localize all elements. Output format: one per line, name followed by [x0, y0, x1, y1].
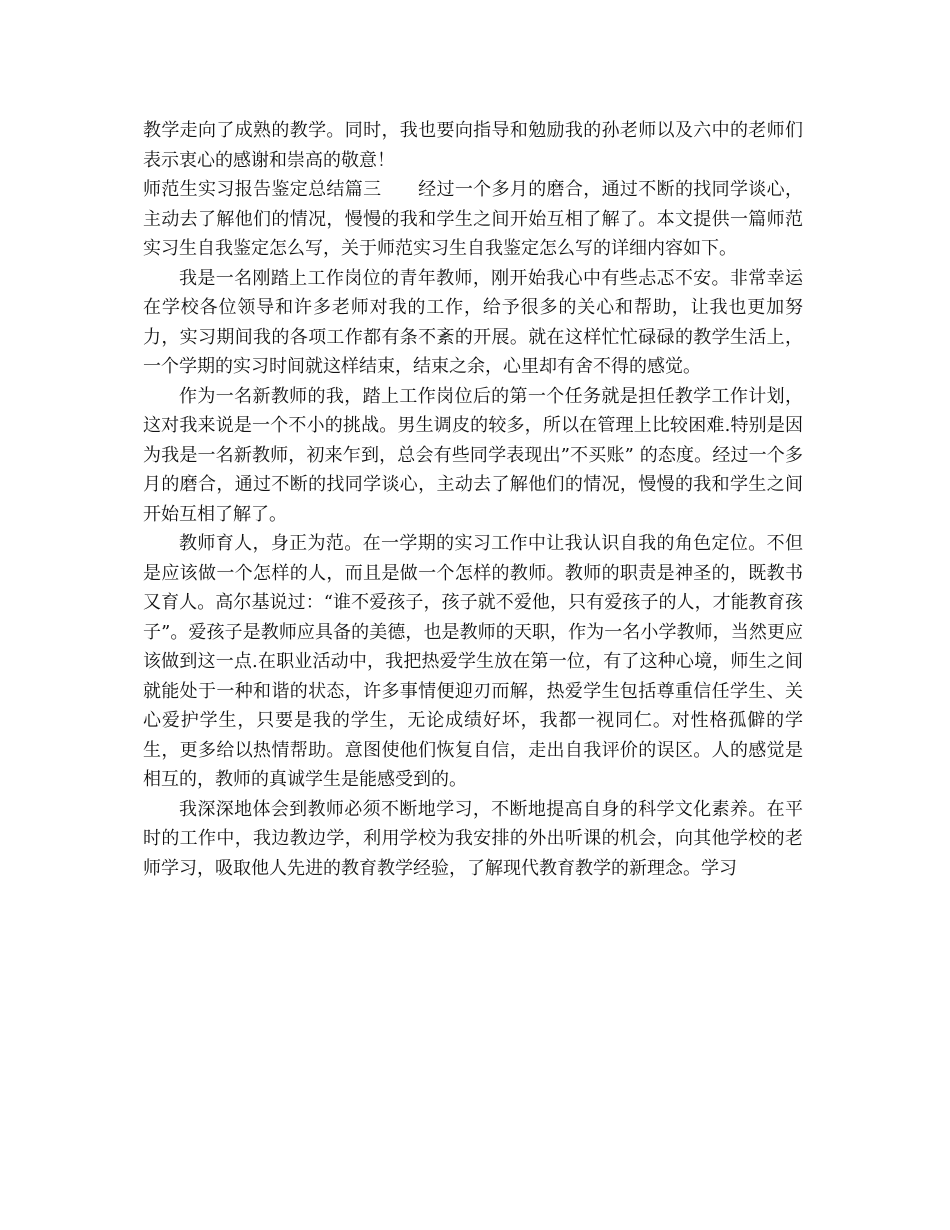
- paragraph-closing-thanks: 教学走向了成熟的教学。同时，我也要向指导和勉励我的孙老师以及六中的老师们表示衷心的感谢和崇高的敬意！: [143, 120, 803, 171]
- paragraph-first-task: 作为一名新教师的我，踏上工作岗位后的第一个任务就是担任教学工作计划，这对我来说是一个不小的挑战。男生调皮的较多，所以在管理上比较困难.特别是因为我是一名新教师，初来乍到，总会有些同学表现出”不买账” 的态度。经过一个多月的磨合，通过不断的找同学谈心，主动去了解他们的情况，慢慢的我和学生之间开始互相了解了。: [143, 385, 803, 525]
- paragraph-continuous-learning: 我深深地体会到教师必须不断地学习，不断地提高自身的科学文化素养。在平时的工作中，我边教边学，利用学校为我安排的外出听课的机会，向其他学校的老师学习，吸取他人先进的教育教学经验，了解现代教育教学的新理念。学习: [143, 798, 803, 879]
- document-body: [143, 116, 803, 883]
- paragraph-teacher-role: 教师育人，身正为范。在一学期的实习工作中让我认识自我的角色定位。不但是应该做一个怎样的人，而且是做一个怎样的教师。教师的职责是神圣的，既教书又育人。高尔基说过：“谁不爱孩子，孩子就不爱他，只有爱孩子的人，才能教育孩子”。爱孩子是教师应具备的美德，也是教师的天职，作为一名小学教师，当然更应该做到这一点.在职业活动中，我把热爱学生放在第一位，有了这种心境，师生之间就能处于一种和谐的状态，许多事情便迎刃而解，热爱学生包括尊重信任学生、关心爱护学生，只要是我的学生，无论成绩好坏，我都一视同仁。对性格孤僻的学生，更多给以热情帮助。意图使他们恢复自信，走出自我评价的误区。人的感觉是相互的，教师的真诚学生是能感受到的。: [143, 533, 803, 790]
- paragraph-new-teacher: 我是一名刚踏上工作岗位的青年教师，刚开始我心中有些忐忑不安。非常幸运在学校各位领导和许多老师对我的工作，给予很多的关心和帮助，让我也更加努力，实习期间我的各项工作都有条不紊的开展。就在这样忙忙碌碌的教学生活上，一个学期的实习时间就这样结束，结束之余，心里却有舍不得的感觉。: [143, 267, 803, 377]
- paragraph-section-three-intro: 师范生实习报告鉴定总结篇三 经过一个多月的磨合，通过不断的找同学谈心，主动去了解他们的情况，慢慢的我和学生之间开始互相了解了。本文提供一篇师范实习生自我鉴定怎么写，关于师范实习生自我鉴定怎么写的详细内容如下。: [143, 179, 803, 259]
